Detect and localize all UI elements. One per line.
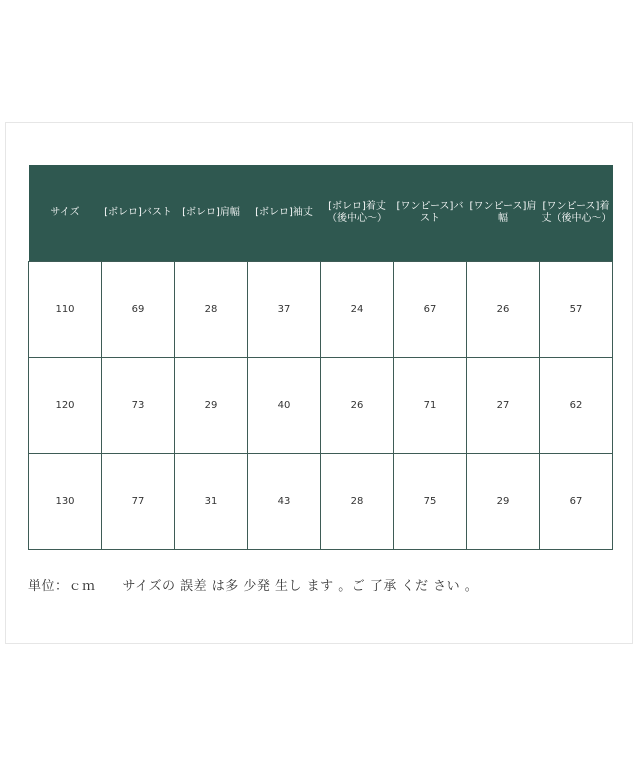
size-table [28, 165, 613, 550]
table-cell: 26 [321, 358, 394, 454]
table-cell: 43 [248, 454, 321, 550]
table-cell: 67 [394, 262, 467, 358]
table-cell: 77 [102, 454, 175, 550]
table-cell: 57 [540, 262, 613, 358]
table-row [29, 358, 613, 454]
table-cell: 31 [175, 454, 248, 550]
table-cell: 28 [321, 454, 394, 550]
header-size: サイズ [29, 165, 102, 262]
table-cell: 73 [102, 358, 175, 454]
header-bolero-shoulder: [ボレロ]肩幅 [175, 165, 248, 262]
table-cell: 75 [394, 454, 467, 550]
table-cell: 62 [540, 358, 613, 454]
table-cell: 67 [540, 454, 613, 550]
header-onepiece-length: [ワンピース]着丈（後中心～） [540, 165, 613, 262]
header-onepiece-shoulder: [ワンピース]肩幅 [467, 165, 540, 262]
header-bolero-bust: [ボレロ]バスト [102, 165, 175, 262]
header-onepiece-bust: [ワンピース]バスト [394, 165, 467, 262]
size-chart-card [5, 122, 633, 644]
table-cell: 37 [248, 262, 321, 358]
table-cell: 27 [467, 358, 540, 454]
table-cell: 120 [29, 358, 102, 454]
table-cell: 110 [29, 262, 102, 358]
table-header-row [29, 165, 613, 262]
table-cell: 28 [175, 262, 248, 358]
header-bolero-sleeve: [ボレロ]袖丈 [248, 165, 321, 262]
table-cell: 69 [102, 262, 175, 358]
size-note: 単位：ｃｍ サイズの 誤差 は多 少発 生し ます 。ご 了承 くだ さい 。 [28, 579, 479, 594]
table-cell: 26 [467, 262, 540, 358]
table-cell: 71 [394, 358, 467, 454]
table-cell: 40 [248, 358, 321, 454]
table-row [29, 262, 613, 358]
table-cell: 29 [467, 454, 540, 550]
table-cell: 24 [321, 262, 394, 358]
table-cell: 130 [29, 454, 102, 550]
table-row [29, 454, 613, 550]
table-cell: 29 [175, 358, 248, 454]
header-bolero-length: [ボレロ]着丈（後中心～） [321, 165, 394, 262]
